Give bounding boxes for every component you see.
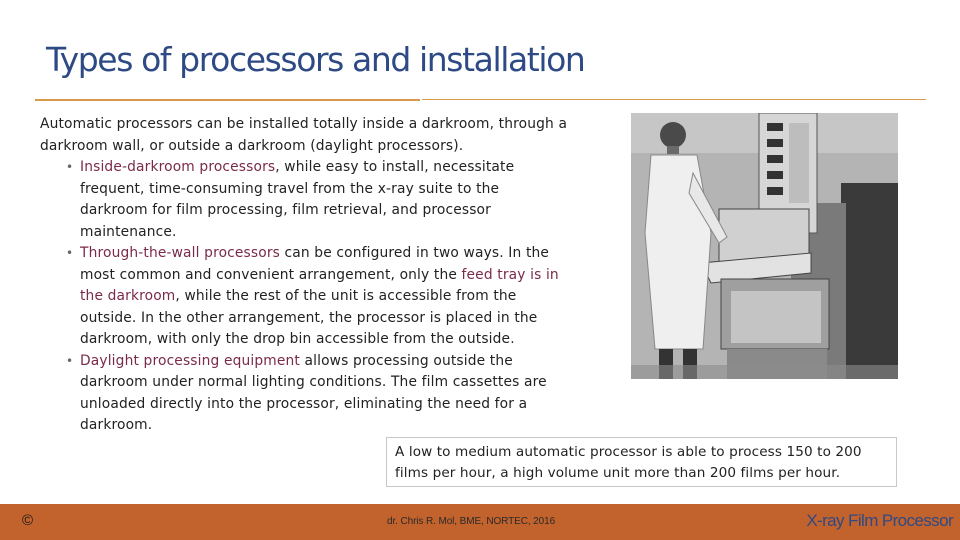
footer-brand: X-ray Film Processor (806, 511, 953, 530)
slide-title: Types of processors and installation (46, 40, 585, 79)
title-underline-left (35, 99, 420, 101)
bullet-highlight: Daylight processing equipment (80, 352, 300, 369)
title-underline-right (422, 99, 926, 100)
bullet-highlight: Through-the-wall processors (80, 245, 280, 261)
bullet-text: allows processing outside the darkroom under normal lighting conditions. The film cassettes are unloaded directly into the processor, eliminating the need for a darkroom. (80, 352, 547, 433)
copyright-symbol: © (22, 512, 34, 529)
footer-credit: dr. Chris R. Mol, BME, NORTEC, 2016 (387, 516, 556, 527)
bullet-dot: • (66, 353, 74, 368)
capacity-note: A low to medium automatic processor is able to process 150 to 200 films per hour, a high volume unit more than 200 films per hour. (386, 437, 897, 487)
intro-paragraph: Automatic processors can be installed totally inside a darkroom, through a darkroom wall, or outside a darkroom (daylight processors). (40, 116, 568, 154)
bullet-text: can be configured in two ways. In the most common and convenient arrangement, only the (80, 245, 550, 283)
bullet-highlight: Inside-darkroom processors (80, 159, 276, 175)
bullet-dot: • (66, 246, 74, 260)
processor-photo (631, 113, 898, 379)
bullet-text: , while the rest of the unit is accessible from the outside. In the other arrangement, the processor is placed in the darkroom, with only the drop bin accessible from the outside. (80, 288, 538, 347)
body-text (40, 114, 600, 437)
footer-bar (0, 504, 960, 540)
bullet-daylight (66, 351, 570, 437)
bullet-dot: • (66, 160, 74, 174)
bullet-text: , while easy to install, necessitate frequent, time-consuming travel from the x-ray suite to the darkroom for film processing, film retrieval, and processor maintenance. (80, 159, 515, 240)
bullet-inside-darkroom (66, 157, 520, 243)
bullet-through-the-wall (66, 243, 570, 351)
processor-photo-illustration (631, 113, 898, 379)
bullet-highlight-secondary: feed tray is in the darkroom (80, 266, 559, 304)
